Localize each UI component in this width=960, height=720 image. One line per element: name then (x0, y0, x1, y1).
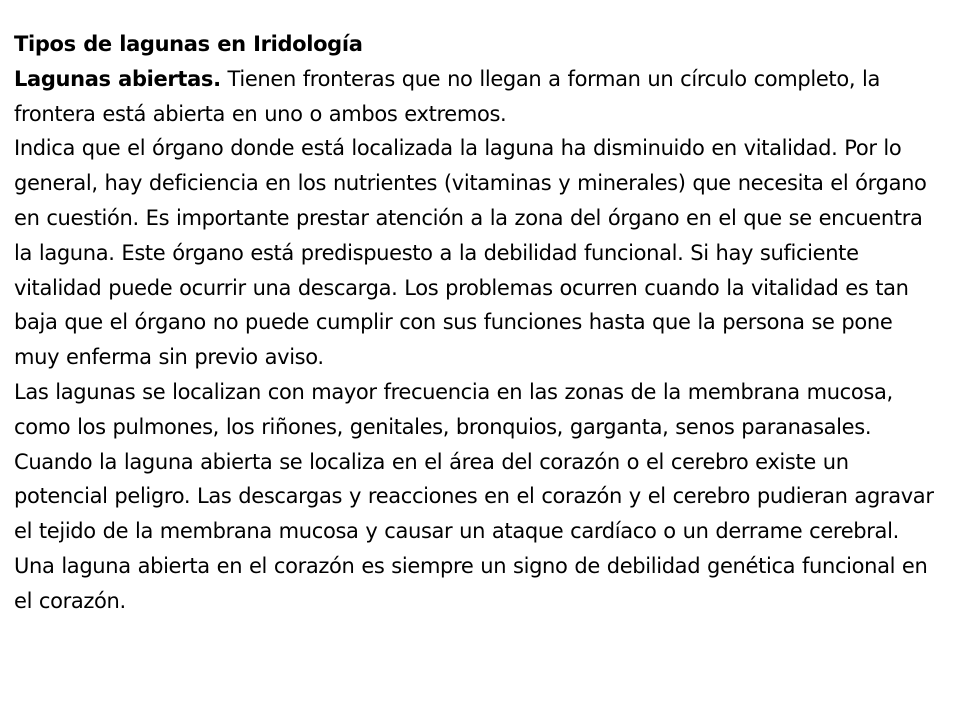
paragraph-mucosa: Las lagunas se localizan con mayor frecuencia en las zonas de la membrana mucosa, como los pulmones, los riñones, genitales, bronquios, garganta, senos paranasales. (14, 379, 893, 439)
slide-text-block (14, 27, 944, 619)
document-title: Tipos de lagunas en Iridología (14, 32, 363, 56)
paragraph-heart-brain: Cuando la laguna abierta se localiza en el área del corazón o el cerebro existe un potencial peligro. Las descargas y reacciones en el corazón y el cerebro pudieran agravar el tejido de la membrana mucosa y causar un ataque cardíaco o un derrame cerebral. Una laguna abierta en el corazón es siempre un signo de debilidad genética funcional en el corazón. (14, 449, 934, 613)
intro-paragraph (14, 62, 944, 132)
paragraph-vitality: Indica que el órgano donde está localizada la laguna ha disminuido en vitalidad. Por lo general, hay deficiencia en los nutrientes (vitaminas y minerales) que necesita el órgano en cuestión. Es importante prestar atención a la zona del órgano en el que se encuentra la laguna. Este órgano está predispuesto a la debilidad funcional. Si hay suficiente vitalidad puede ocurrir una descarga. Los problemas ocurren cuando la vitalidad es tan baja que el órgano no puede cumplir con sus funciones hasta que la persona se pone muy enferma sin previo aviso. (14, 136, 927, 370)
intro-lead: Lagunas abiertas. (14, 66, 221, 91)
intro-text: Tienen fronteras que no llegan a forman un círculo completo, la frontera está abierta en uno o ambos extremos. (14, 66, 880, 126)
